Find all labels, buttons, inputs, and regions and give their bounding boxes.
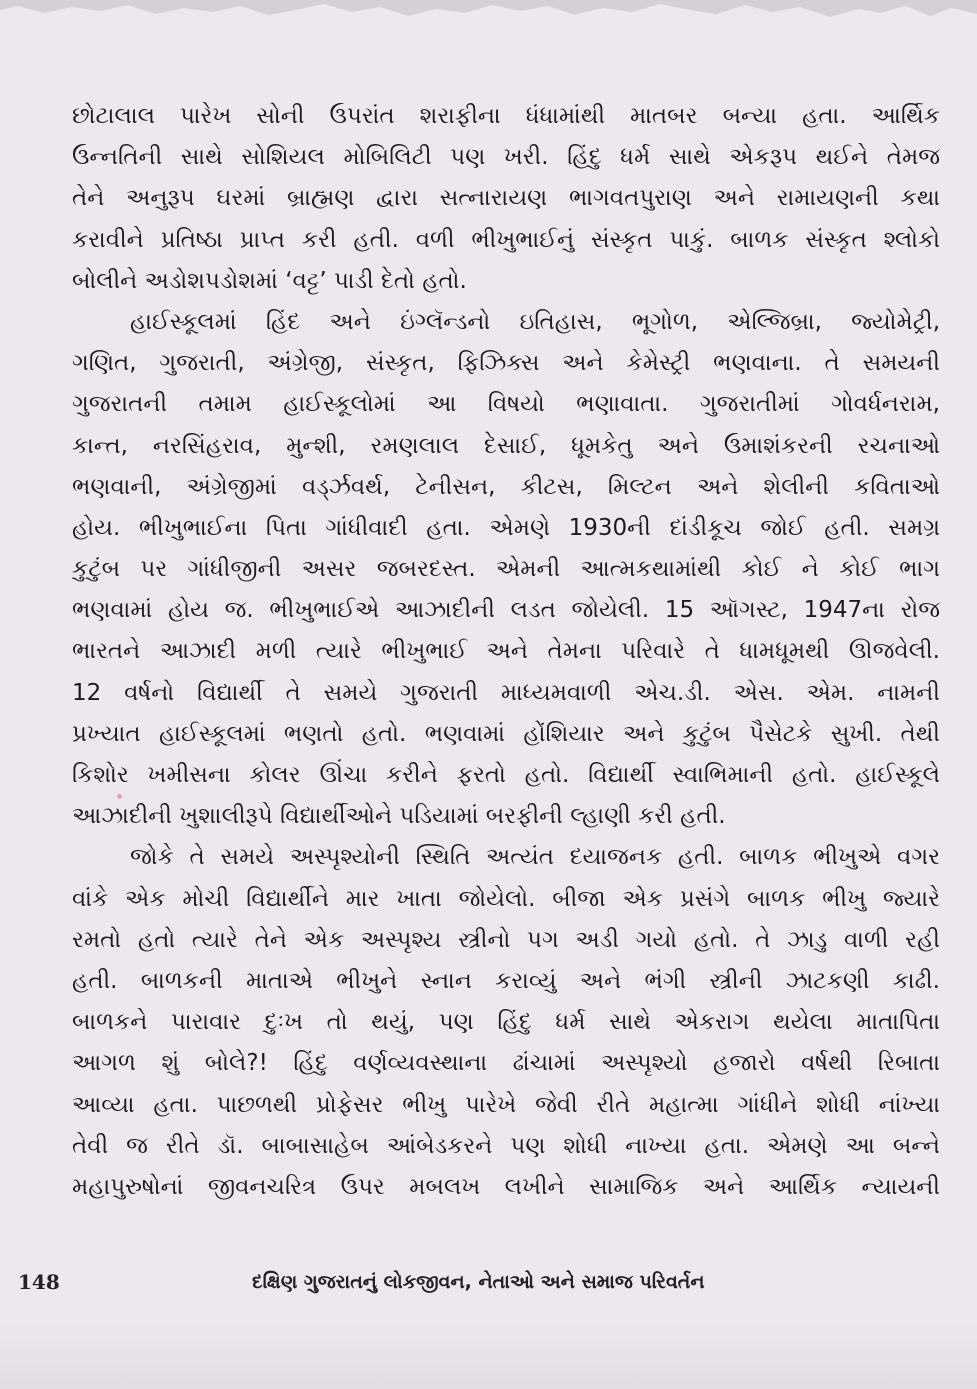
paragraph-1 [72,96,940,302]
text-line: રમતો હતો ત્યારે તેને એક અસ્પૃશ્ય સ્ત્રીનો પગ અડી ગયો હતો. તે ઝાડુ વાળી રહી [72,926,940,953]
text-line: વાંકે એક મોચી વિદ્યાર્થીને માર ખાતા જોયેલો. બીજા એક પ્રસંગે બાળક ભીખુ જ્યારે [72,885,940,912]
text-line: બોલીને અડોશપડોશમાં ‘વટ્ટ’ પાડી દેતો હતો. [72,267,467,294]
text-line: કરાવીને પ્રતિષ્ઠા પ્રાપ્ત કરી હતી. વળી ભીખુભાઈનું સંસ્કૃત પાકું. બાળક સંસ્કૃત શ્લોકો [72,226,940,253]
text-line: કુટુંબ પર ગાંધીજીની અસર જબરદસ્ત. એમની આત્મકથામાંથી કોઈ ને કોઈ ભાગ [72,556,940,583]
text-line: ભણવાની, અંગ્રેજીમાં વર્ડ્ઝવર્થ, ટેનીસન, કીટસ, મિલ્ટન અને શેલીની કવિતાઓ [72,473,940,500]
page-number: 148 [18,1270,60,1294]
text-line: ગણિત, ગુજરાતી, અંગ્રેજી, સંસ્કૃત, ફિઝિક્સ અને કેમેસ્ટ્રી ભણવાના. તે સમયની [72,350,940,377]
text-line: 12 વર્ષનો વિદ્યાર્થી તે સમયે ગુજરાતી માધ્યમવાળી એચ.ડી. એસ. એમ. નામની [72,679,940,706]
text-line: આઝાદીની ખુશાલીરૂપે વિદ્યાર્થીઓને પડિયામાં બરફીની લ્હાણી કરી હતી. [72,803,726,830]
page-footer [0,1264,977,1300]
text-line: જોકે તે સમયે અસ્પૃશ્યોની સ્થિતિ અત્યંત દયાજનક હતી. બાળક ભીખુએ વગર [130,844,940,871]
running-title: દક્ષિણ ગુજરાતનું લોકજીવન, નેતાઓ અને સમાજ પરિવર્તન [252,1271,705,1293]
text-line: બાળકને પારાવાર દુઃખ તો થયું, પણ હિંદુ ધર્મ સાથે એકરાગ થયેલા માતાપિતા [72,1009,940,1036]
text-line: ઉન્નતિની સાથે સોશિયલ મોબિલિટી પણ ખરી. હિંદુ ધર્મ સાથે એકરૂપ થઈને તેમજ [72,144,940,171]
text-line: ગુજરાતની તમામ હાઈસ્કૂલોમાં આ વિષયો ભણાવાતા. ગુજરાતીમાં ગોવર્ધનરામ, [72,391,940,418]
text-line: આવ્યા હતા. પાછળથી પ્રોફેસર ભીખુ પારેખે જેવી રીતે મહાત્મા ગાંધીને શોધી નાંખ્યા [72,1091,940,1118]
paragraph-3 [72,837,940,1208]
text-line: પ્રખ્યાત હાઈસ્કૂલમાં ભણતો હતો. ભણવામાં હોંશિયાર અને કુટુંબ પૈસેટકે સુખી. તેથી [72,720,940,747]
text-line: આગળ શું બોલે?! હિંદુ વર્ણવ્યવસ્થાના ઢાંચામાં અસ્પૃશ્યો હજારો વર્ષથી રિબાતા [72,1050,940,1077]
text-line: હાઈસ્કૂલમાં હિંદ અને ઇંગ્લૅન્ડનો ઇતિહાસ, ભૂગોળ, એલ્જિબ્રા, જ્યોમેટ્રી, [130,308,940,335]
text-line: ભારતને આઝાદી મળી ત્યારે ભીખુભાઈ અને તેમના પરિવારે તે ધામધૂમથી ઊજવેલી. [72,638,940,665]
torn-top-edge [0,0,977,40]
text-line: તેને અનુરૂપ ઘરમાં બ્રાહ્મણ દ્વારા સત્નારાયણ ભાગવતપુરાણ અને રામાયણની કથા [72,185,940,212]
page-bottom-shade [0,1319,977,1389]
text-line: કાન્ત, નરસિંહરાવ, મુન્શી, રમણલાલ દેસાઈ, ધૂમકેતુ અને ઉમાશંકરની રચનાઓ [72,432,940,459]
ink-speck [117,794,122,799]
text-line: છોટાલાલ પારેખ સોની ઉપરાંત શરાફીના ધંધામાંથી માતબર બન્યા હતા. આર્થિક [72,103,940,129]
text-line: મહાપુરુષોનાં જીવનચરિત્ર ઉપર મબલખ લખીને સામાજિક અને આર્થિક ન્યાયની [72,1173,940,1200]
text-line: હોય. ભીખુભાઈના પિતા ગાંધીવાદી હતા. એમણે 1930ની દાંડીકૂચ જોઈ હતી. સમગ્ર [72,514,940,541]
body-text [72,96,940,1208]
text-line: તેવી જ રીતે ડૉ. બાબાસાહેબ આંબેડકરને પણ શોધી નાખ્યા હતા. એમણે આ બન્ને [72,1132,940,1159]
text-line: ભણવામાં હોય જ. ભીખુભાઈએ આઝાદીની લડત જોયેલી. 15 ઑગસ્ટ, 1947ના રોજ [72,597,940,624]
text-line: હતી. બાળકની માતાએ ભીખુને સ્નાન કરાવ્યું અને ભંગી સ્ત્રીની ઝાટકણી કાઢી. [72,967,940,994]
text-line: કિશોર ખમીસના કોલર ઊંચા કરીને ફરતો હતો. વિદ્યાર્થી સ્વાભિમાની હતો. હાઈસ્કૂલે [72,762,940,788]
paragraph-2 [72,302,940,837]
